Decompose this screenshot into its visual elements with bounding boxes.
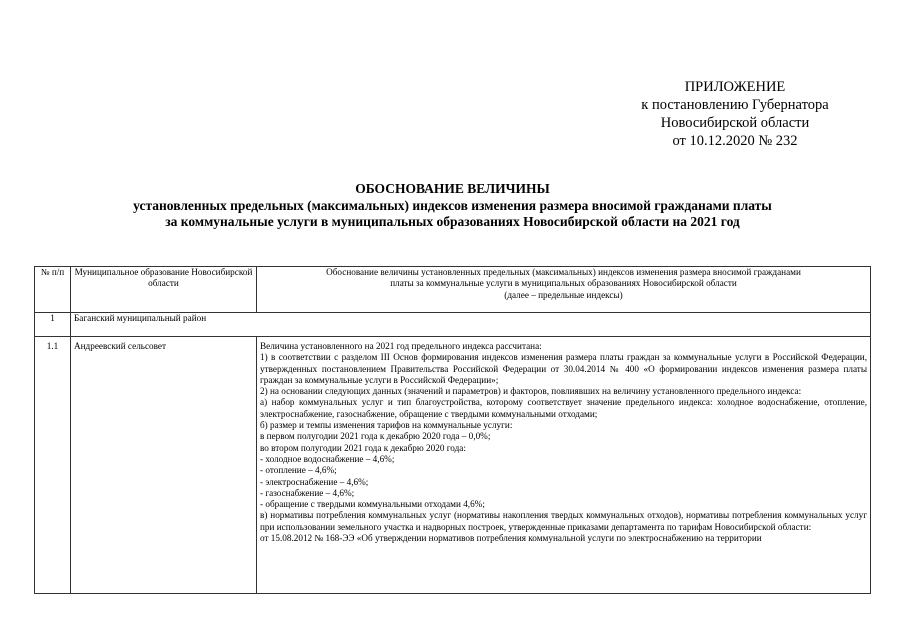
justification-paragraph: 1) в соответствии с разделом III Основ формирования индексов изменения размера платы граждан за коммунальные услуги в Российской Федерации, утвержденных постановлением Правительства Российской Федерации от 30.04.2014 № 400 «О формировании индексов изменения размера платы граждан за коммунальные услуги в Российской Федерации»; <box>260 352 867 385</box>
table-header-row <box>35 267 871 313</box>
document-title <box>0 181 905 231</box>
justification-paragraph: 2) на основании следующих данных (значений и параметров) и факторов, повлиявших на величину установленного предельного индекса: <box>260 386 802 397</box>
justification-paragraph: от 15.08.2012 № 168-ЭЭ «Об утверждении нормативов потребления коммунальной услуги по электроснабжению на территории <box>260 533 762 544</box>
justification-paragraph: - отопление – 4,6%; <box>260 465 337 476</box>
justification-paragraph: в) нормативы потребления коммунальных услуг (нормативы накопления твердых коммунальных отходов), нормативы потребления коммунальных услуг при использовании земельного участка и надворных построек, утвержденные приказами департамента по тарифам Новосибирской области: <box>260 510 867 532</box>
justification-paragraph: Величина установленного на 2021 год предельного индекса рассчитана: <box>260 341 542 351</box>
annex-title: ПРИЛОЖЕНИЕ <box>684 79 786 95</box>
row-num: 1.1 <box>35 337 71 594</box>
justification-paragraph: во втором полугодии 2021 года к декабрю 2020 года: <box>260 442 466 453</box>
title-line-1: ОБОСНОВАНИЕ ВЕЛИЧИНЫ <box>355 181 550 196</box>
justification-paragraph: - газоснабжение – 4,6%; <box>260 487 355 498</box>
title-line-3: за коммунальные услуги в муниципальных образованиях Новосибирской области на 2021 год <box>165 214 740 229</box>
header-municipality: Муниципальное образование Новосибирской области <box>71 267 257 313</box>
justification-paragraph: в первом полугодии 2021 года к декабрю 2020 года – 0,0%; <box>260 431 491 442</box>
header-justification-line: Обоснование величины установленных предельных (максимальных) индексов изменения размера вносимой гражданами <box>326 267 801 277</box>
row-justification <box>257 337 871 594</box>
justification-paragraph: - электроснабжение – 4,6%; <box>260 476 369 487</box>
header-num: № п/п <box>35 267 71 313</box>
header-justification <box>257 267 871 313</box>
justification-table <box>34 266 871 594</box>
justification-paragraph: а) набор коммунальных услуг и тип благоустройства, которому соответствует значение предельного индекса: холодное водоснабжение, отопление, электроснабжение, газоснабжение, обращение с твердыми коммунальными отходами; <box>260 397 867 419</box>
annex-region: Новосибирской области <box>660 115 810 131</box>
row-municipality: Баганский муниципальный район <box>71 313 871 337</box>
justification-paragraph: - холодное водоснабжение – 4,6%; <box>260 453 395 464</box>
annex-block <box>600 78 870 150</box>
justification-paragraph: б) размер и темпы изменения тарифов на коммунальные услуги: <box>260 420 513 431</box>
row-municipality: Андреевский сельсовет <box>71 337 257 594</box>
annex-decree: к постановлению Губернатора <box>641 97 829 113</box>
table-row <box>35 337 871 594</box>
annex-date-number: от 10.12.2020 № 232 <box>672 133 798 149</box>
title-line-2: установленных предельных (максимальных) индексов изменения размера вносимой гражданами платы <box>133 197 772 213</box>
justification-paragraph: - обращение с твердыми коммунальными отходами 4,6%; <box>260 499 485 510</box>
row-num: 1 <box>35 313 71 337</box>
header-justification-line: (далее – предельные индексы) <box>504 289 623 300</box>
header-justification-line: платы за коммунальные услуги в муниципальных образованиях Новосибирской области <box>390 278 737 289</box>
table-row <box>35 313 871 337</box>
